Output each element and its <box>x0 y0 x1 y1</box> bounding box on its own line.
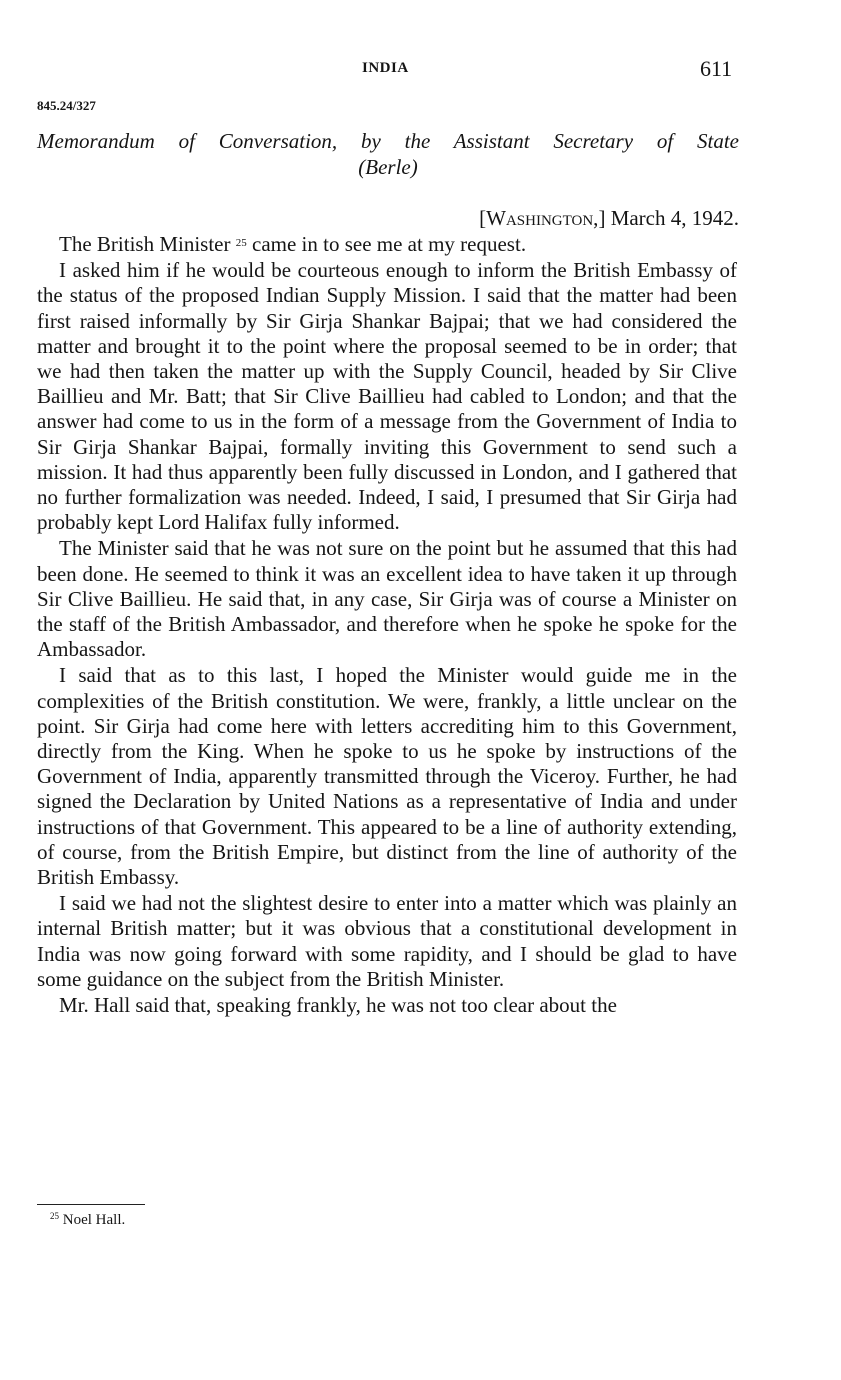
paragraph-6: Mr. Hall said that, speaking frankly, he was not too clear about the <box>59 993 617 1018</box>
paragraph-3: The Minister said that he was not sure on the point but he assumed that this had been done. He seemed to think it was an excellent idea to have taken it up through Sir Clive Baillieu. He said that, in any case, Sir Girja was of course a Minister on the staff of the British Ambassador, and therefore when he spoke he spoke for the Ambassador. <box>37 536 737 662</box>
paragraph-4: I said that as to this last, I hoped the Minister would guide me in the complexities of the British constitution. We were, frankly, a little unclear on the point. Sir Girja had come here with letters accrediting him to this Government, directly from the King. When he spoke to us he spoke by instructions of the Government of India, apparently transmitted through the Viceroy. Further, he had signed the Declaration by United Nations as a representative of India and under instructions of that Government. This appeared to be a line of authority extending, of course, from the British Empire, but distinct from the line of authority of the British Embassy. <box>37 663 737 890</box>
paragraph-5: I said we had not the slightest desire to enter into a matter which was plainly an internal British matter; but it was obvious that a constitutional development in India was now going forward with some rapidity, and I should be glad to have some guidance on the subject from the British Minister. <box>37 891 737 991</box>
footnote-divider <box>37 1204 145 1205</box>
document-title-line2: (Berle) <box>358 155 418 179</box>
paragraph-1-end: came in to see me at my request. <box>246 232 527 256</box>
footnote-number: 25 <box>50 1211 59 1221</box>
footnote <box>50 1212 125 1229</box>
document-title-line1: Memorandum of Conversation, by the Assistant Secretary of State <box>37 129 739 153</box>
dateline-place: Washington, <box>486 206 599 230</box>
dateline: [Washington,] March 4, 1942. <box>479 206 739 230</box>
dateline-date: March 4, 1942. <box>610 206 739 230</box>
paragraph-1 <box>37 232 737 257</box>
memorandum-body <box>37 232 737 1018</box>
page-number: 611 <box>700 56 733 81</box>
document-title <box>37 128 739 180</box>
footnote-text: Noel Hall. <box>62 1212 126 1228</box>
file-number: 845.24/327 <box>37 98 96 113</box>
paragraph-1-start: The British Minister <box>59 232 236 256</box>
footnote-reference: 25 <box>235 237 247 249</box>
running-head <box>0 58 841 82</box>
running-title: INDIA <box>362 60 409 76</box>
paragraph-2: I asked him if he would be courteous enough to inform the British Embassy of the status of the proposed Indian Supply Mission. I said that the matter had been first raised informally by Sir Girja Shankar Bajpai; that we had considered the matter and brought it to the point where the proposal seemed to be in order; that we had then taken the matter up with the Supply Council, headed by Sir Clive Baillieu and Mr. Batt; that Sir Clive Baillieu had cabled to London; and that the answer had come to us in the form of a message from the Government of India to Sir Girja Shankar Bajpai, formally inviting this Government to send such a mission. It had thus apparently been fully discussed in London, and I gathered that no further formalization was needed. Indeed, I said, I presumed that Sir Girja had probably kept Lord Halifax fully informed. <box>37 258 737 535</box>
